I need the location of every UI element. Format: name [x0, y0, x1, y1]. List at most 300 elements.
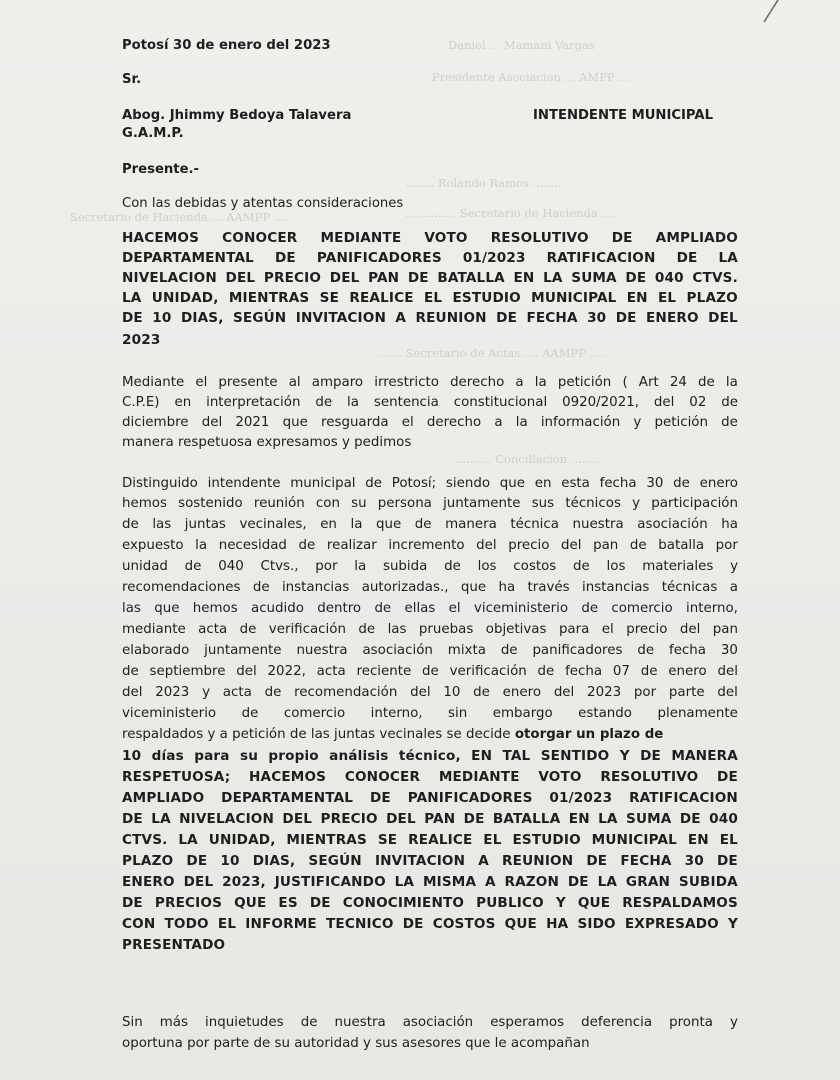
word: 10 — [152, 310, 172, 326]
word: costos — [513, 559, 557, 574]
word: AMPLIADO — [122, 790, 205, 806]
word: asociación — [402, 1015, 474, 1030]
word: fecha — [599, 476, 637, 491]
text-line — [122, 496, 738, 511]
mixed-bold: otorgar un plazo de — [514, 727, 664, 742]
word: necesidad — [218, 538, 287, 553]
word: de — [300, 1015, 318, 1030]
word: embargo — [492, 706, 553, 721]
word: subida — [382, 559, 428, 574]
word: nuestra — [296, 643, 348, 658]
word: en — [174, 395, 192, 410]
word: y — [202, 685, 211, 700]
word: JUSTIFICANDO — [274, 874, 386, 890]
word: LA — [718, 250, 738, 266]
heading-line — [122, 250, 738, 266]
word: de — [122, 664, 139, 679]
word: DIAS, — [252, 853, 296, 869]
word: 2021 — [235, 415, 270, 430]
word: instancias — [281, 580, 350, 595]
word: C.P.E) — [122, 395, 160, 410]
word: del — [122, 685, 143, 700]
word: intendente — [207, 476, 281, 491]
word: la — [354, 559, 367, 574]
word: DE — [615, 310, 637, 326]
word: Sin — [122, 1015, 143, 1030]
word: MISMA — [422, 874, 477, 890]
word: 2022, — [267, 664, 306, 679]
word: LA — [543, 270, 563, 286]
word: DE — [122, 811, 143, 827]
word: resguarda — [321, 415, 389, 430]
bold-line: PRESENTADO — [122, 937, 226, 953]
text-line — [122, 601, 738, 616]
word: batalla — [658, 538, 705, 553]
word: PRECIOS — [154, 895, 223, 911]
word: de — [184, 559, 202, 574]
justified-text — [122, 853, 738, 869]
justified-text — [122, 310, 738, 326]
word: LA — [597, 874, 618, 890]
word: BATALLA — [492, 811, 561, 827]
word: EN — [471, 748, 493, 764]
word: para — [194, 748, 230, 764]
word: DE — [586, 853, 608, 869]
word: el — [195, 375, 208, 390]
word: ESTUDIO — [512, 832, 581, 848]
word: EN — [513, 270, 535, 286]
word: AMPLIADO — [655, 230, 738, 246]
word: instancias — [581, 580, 650, 595]
word: que — [460, 580, 487, 595]
word: estando — [578, 706, 632, 721]
word: la — [534, 375, 547, 390]
word: 2023 — [155, 685, 190, 700]
word: de — [252, 580, 270, 595]
justified-text — [122, 538, 738, 553]
mixed-normal: respaldados y a petición de las juntas vecinales se decide — [122, 727, 515, 742]
word: vecinales, — [239, 517, 307, 532]
word: 30 — [720, 643, 738, 658]
word: REUNION — [415, 310, 487, 326]
word: 02 — [689, 395, 707, 410]
word: SEGÚN — [232, 310, 287, 326]
word: 01/2023 — [462, 250, 526, 266]
word: su — [239, 748, 259, 764]
word: DEL — [183, 874, 214, 890]
word: dentro — [317, 601, 362, 616]
word: FECHA — [620, 853, 672, 869]
word: mediante — [122, 622, 186, 637]
word: de — [444, 559, 461, 574]
word: ENERO — [122, 874, 175, 890]
word: SUMA — [571, 270, 617, 286]
word: DEL — [386, 811, 416, 827]
word: PUBLICO — [476, 895, 544, 911]
word: ES — [278, 895, 298, 911]
word: materiales — [642, 559, 714, 574]
word: a — [515, 375, 524, 390]
word: 10 — [220, 853, 240, 869]
word: HACEMOS — [122, 230, 200, 246]
word: QUE — [234, 895, 267, 911]
bold-line — [122, 832, 738, 848]
word: EL — [217, 916, 237, 932]
word: y — [632, 496, 641, 511]
word: asociación — [362, 643, 433, 658]
word: PRECIO — [263, 270, 322, 286]
word: EL — [658, 290, 677, 306]
justified-text — [122, 664, 738, 679]
word: 2023, — [222, 874, 266, 890]
word: para — [558, 622, 590, 637]
text-line: manera respetuosa expresamos y pedimos — [122, 435, 412, 450]
word: de — [365, 476, 382, 491]
word: y — [730, 1015, 738, 1030]
word: Y — [555, 895, 566, 911]
word: del — [717, 664, 738, 679]
justified-text — [122, 874, 738, 890]
word: objetivas — [485, 622, 547, 637]
word: Y — [727, 916, 738, 932]
word: MIENTRAS — [286, 832, 367, 848]
word: EL — [423, 290, 443, 306]
word: verificación — [268, 622, 346, 637]
text-line — [122, 395, 738, 410]
word: la — [725, 375, 738, 390]
word: 0920/2021, — [562, 395, 640, 410]
justified-text — [122, 790, 738, 806]
word: enero — [668, 664, 707, 679]
word: juntamente — [443, 496, 521, 511]
word: CONOCER — [222, 230, 298, 246]
word: constitucional — [453, 395, 548, 410]
addressee-name: Abog. Jhimmy Bedoya Talavera — [122, 108, 352, 123]
word: diciembre — [122, 415, 189, 430]
word: ha — [498, 580, 516, 595]
text-line — [122, 538, 738, 553]
text-line — [122, 580, 738, 595]
word: REALICE — [408, 832, 473, 848]
word: A — [395, 310, 407, 326]
justified-text — [122, 916, 738, 932]
word: DEL — [329, 270, 360, 286]
word: derecho — [450, 375, 505, 390]
letter-page: Daniel ... Mamani Vargas Presidente Asociacion ... AMPP ... ........ Rolando Ramos ........ .............. Secretario de Hacienda .... Secretario de Hacienda ... AAMPP .... ...... Secretario de Actas .... AAMPP .... .......... Conciliacion ........ Potosí 30 de enero del 2023 Sr. Abog. Jhimmy Bedoya Talavera INTENDENTE MUNICIPAL G.A.M.P. Presente.- Con las debidas y atentas consideraciones HACEMOS CONOCER MEDIANTE VOTO RESOLUTIVO DE AMPLIADO DEPARTAMENTAL DE PANIFICADORES 01/2023 RATIFICACION DE LA NIVELACION DEL PRECIO DEL PAN DE BATALLA EN LA SUMA DE 040 CTVS. LA UNIDAD, MIENTRAS SE REALICE EL ESTUDIO MUNICIPAL EN EL PLAZO DE 10 DIAS, SEGÚN INVITACION A REUNION DE FECHA 30 DE ENERO DEL 2023 Mediante el presente al amparo irrestricto derecho a la petición ( Art 24 de la C.P.E) en interpretación de la sentencia constitucional 0920/2021, del 02 de diciembre del 2021 que resguarda el derecho a la información y petición de manera respetuosa expresamos y pedimos Distinguido intendente municipal de Potosí; siendo que en esta fecha 30 de enero hemos sostenido reunión con su persona juntamente sus técnicos y participación de las juntas vecinales, en la que de manera técnica nuestra asociación ha expuesto la necesidad de realizar incremento del precio del pan de batalla por unidad de 040 Ctvs., por la subida de los costos de los materiales y recomendaciones de instancias autorizadas., que ha través instancias técnicas a las que hemos acudido dentro de ellas el viceministerio de comercio interno, mediante acta de verificación de las pruebas objetivas para el precio del pan elaborado juntamente nuestra asociación mixta de panificadores de fecha 30 de septiembre del 2022, acta reciente de verificación de fecha 07 de enero del del 2023 y acta de recomendación del 10 de enero del 2023 por parte del viceministerio de comercio interno, sin embargo estando plenamente respaldados y a petición de las juntas vecinales se decide otorgar un plazo de 10 días para su propio análisis técnico, EN TAL SENTIDO Y DE MANERA RESPETUOSA; HACEMOS CONOCER MEDIANTE VOTO RESOLUTIVO DE AMPLIADO DEPARTAMENTAL DE PANIFICADORES 01/2023 RATIFICACION DE LA NIVELACION DEL PRECIO DEL PAN DE BATALLA EN LA SUMA DE 040 CTVS. LA UNIDAD, MIENTRAS SE REALICE EL ESTUDIO MUNICIPAL EN EL PLAZO DE 10 DIAS, SEGÚN INVITACION A REUNION DE FECHA 30 DE ENERO DEL 2023, JUSTIFICANDO LA MISMA A RAZON DE LA GRAN SUBIDA DE PRECIOS QUE ES DE CONOCIMIENTO PUBLICO Y QUE RESPALDAMOS CON TODO EL INFORME TECNICO DE COSTOS QUE HA SIDO EXPRESADO Y PRESENTADO Sin más inquietudes de nuestra asociación esperamos deferencia pronta y oportuna por parte de su autoridad y sus asesores que le acompañan — [0, 0, 840, 1080]
word: MANERA — [671, 748, 738, 764]
word: de — [637, 643, 655, 658]
word: 10 — [443, 685, 461, 700]
word: acudido — [250, 601, 304, 616]
justified-text — [122, 290, 738, 306]
word: verificación — [449, 664, 527, 679]
justified-text — [122, 496, 738, 511]
word: que — [375, 517, 402, 532]
word: juntas — [184, 517, 226, 532]
word: de — [122, 517, 139, 532]
word: CTVS. — [122, 832, 168, 848]
text-line — [122, 664, 738, 679]
word: parte — [668, 685, 705, 700]
word: sentencia — [373, 395, 439, 410]
justified-text — [122, 622, 738, 637]
word: DE — [679, 811, 701, 827]
word: hemos — [122, 496, 167, 511]
word: RAZON — [504, 874, 560, 890]
bold-line — [122, 811, 738, 827]
addressee-org: G.A.M.P. — [122, 126, 184, 141]
word: acta — [222, 685, 252, 700]
word: ellas — [404, 601, 436, 616]
word: de — [629, 538, 647, 553]
word: los — [606, 559, 626, 574]
heading-line — [122, 270, 738, 286]
word: DE — [407, 270, 429, 286]
word: LA — [394, 874, 415, 890]
word: incremento — [388, 538, 465, 553]
heading-line — [122, 230, 738, 246]
word: DE — [640, 748, 661, 764]
word: NIVELACION — [179, 811, 275, 827]
word: su — [351, 496, 367, 511]
word: en — [320, 517, 337, 532]
word: en — [534, 476, 552, 491]
text-line — [122, 559, 738, 574]
word: derecho — [426, 415, 482, 430]
word: enero — [502, 685, 542, 700]
word: mixta — [447, 643, 486, 658]
word: DE — [567, 874, 589, 890]
word: A — [484, 874, 496, 890]
word: 040 — [709, 811, 738, 827]
word: SE — [377, 832, 398, 848]
word: por — [315, 559, 338, 574]
word: LA — [122, 290, 142, 306]
word: pan — [712, 622, 738, 637]
word: autorizadas., — [361, 580, 449, 595]
text-line — [122, 1015, 738, 1030]
text-line — [122, 706, 738, 721]
word: juntamente — [204, 643, 282, 658]
word: QUE — [577, 895, 611, 911]
justified-text — [122, 415, 738, 430]
justified-text — [122, 559, 738, 574]
word: reciente — [356, 664, 412, 679]
word: 24 — [669, 375, 687, 390]
word: de — [698, 375, 715, 390]
word: esperamos — [490, 1015, 565, 1030]
word: presente — [218, 375, 278, 390]
word: las — [152, 517, 172, 532]
heading-line: 2023 — [122, 332, 161, 348]
word: petición — [557, 375, 612, 390]
word: RATIFICACION — [629, 790, 738, 806]
word: de — [315, 395, 333, 410]
word: HA — [546, 916, 569, 932]
word: NIVELACION — [122, 270, 217, 286]
word: recomendación — [294, 685, 398, 700]
word: análisis — [329, 748, 389, 764]
word: CON — [122, 916, 156, 932]
word: 2023 — [587, 685, 622, 700]
word: de — [721, 395, 738, 410]
word: reunión — [253, 496, 305, 511]
word: DE — [625, 270, 647, 286]
word: TECNICO — [326, 916, 394, 932]
word: del — [476, 538, 497, 553]
word: plenamente — [657, 706, 738, 721]
word: 040 — [218, 559, 244, 574]
text-line: oportuna por parte de su autoridad y sus asesores que le acompañan — [122, 1036, 590, 1051]
word: persona — [377, 496, 432, 511]
word: MEDIANTE — [438, 769, 520, 785]
word: viceministerio — [122, 706, 217, 721]
word: DE — [611, 230, 633, 246]
word: EL — [719, 832, 738, 848]
word: 07 — [612, 664, 630, 679]
word: del — [236, 664, 257, 679]
word: FECHA — [526, 310, 578, 326]
word: A — [478, 853, 489, 869]
justified-text — [122, 395, 738, 410]
word: irrestricto — [374, 375, 439, 390]
word: EN — [568, 811, 590, 827]
word: SIDO — [577, 916, 616, 932]
word: de — [721, 415, 738, 430]
word: SE — [319, 290, 340, 306]
word: esta — [561, 476, 590, 491]
word: fecha — [565, 664, 603, 679]
word: PANIFICADORES — [316, 250, 442, 266]
word: pruebas — [418, 622, 474, 637]
word: BATALLA — [437, 270, 505, 286]
word: COSTOS — [432, 916, 496, 932]
word: asociación — [637, 517, 708, 532]
bold-line — [122, 895, 738, 911]
word: por — [715, 538, 738, 553]
word: interno, — [370, 706, 423, 721]
word: del — [201, 415, 223, 430]
word: con — [315, 496, 340, 511]
word: de — [239, 622, 257, 637]
text-line — [122, 375, 738, 390]
word: EXPRESADO — [624, 916, 719, 932]
word: el — [601, 622, 614, 637]
word: sus — [531, 496, 555, 511]
justified-text — [122, 706, 738, 721]
justified-text — [122, 643, 738, 658]
word: de — [374, 601, 392, 616]
word: DE — [369, 790, 391, 806]
word: PLAZO — [686, 290, 738, 306]
text-line — [122, 643, 738, 658]
word: DE — [717, 769, 738, 785]
justified-text — [122, 230, 738, 246]
heading-line — [122, 310, 738, 326]
presente-line: Presente.- — [122, 162, 200, 177]
word: DEPARTAMENTAL — [122, 250, 254, 266]
word: INVITACION — [295, 310, 386, 326]
word: elaborado — [122, 643, 190, 658]
word: acta — [198, 622, 228, 637]
word: MUNICIPAL — [531, 290, 617, 306]
text-line-mixed — [122, 727, 738, 742]
word: Art — [638, 375, 659, 390]
word: SENTIDO — [540, 748, 610, 764]
justified-text — [122, 811, 738, 827]
word: DE — [676, 250, 698, 266]
word: de — [500, 643, 518, 658]
justified-text — [122, 476, 738, 491]
word: información — [540, 415, 621, 430]
word: la — [515, 415, 528, 430]
word: DEL — [225, 270, 256, 286]
word: ( — [622, 375, 628, 390]
word: RATIFICACION — [546, 250, 656, 266]
word: de — [298, 538, 316, 553]
word: panificadores — [532, 643, 623, 658]
text-line — [122, 685, 738, 700]
word: viceministerio — [473, 601, 569, 616]
word: comercio — [283, 706, 346, 721]
word: MEDIANTE — [320, 230, 402, 246]
word: expuesto — [122, 538, 184, 553]
justified-text — [122, 685, 738, 700]
word: participación — [651, 496, 738, 511]
word: las — [122, 601, 141, 616]
word: RESPALDAMOS — [622, 895, 738, 911]
word: ha — [721, 517, 738, 532]
word: DE — [122, 310, 143, 326]
bold-line — [122, 748, 738, 764]
word: la — [347, 395, 359, 410]
word: por — [633, 685, 657, 700]
word: CONOCER — [344, 769, 421, 785]
word: a — [494, 415, 503, 430]
justified-text — [122, 580, 738, 595]
word: más — [159, 1015, 188, 1030]
word: Ctvs., — [260, 559, 299, 574]
word: REALICE — [349, 290, 414, 306]
word: través — [527, 580, 570, 595]
word: DE — [309, 895, 331, 911]
word: hemos — [192, 601, 238, 616]
word: pan — [593, 538, 619, 553]
bold-line — [122, 874, 738, 890]
word: los — [477, 559, 497, 574]
word: INVITACION — [374, 853, 466, 869]
word: DE — [122, 895, 143, 911]
word: Mediante — [122, 375, 185, 390]
word: Distinguido — [122, 476, 198, 491]
word: técnica — [510, 517, 559, 532]
word: LA — [178, 832, 198, 848]
word: unidad — [122, 559, 168, 574]
word: inquietudes — [205, 1015, 284, 1030]
word: Potosí; — [391, 476, 437, 491]
word: de — [358, 622, 376, 637]
word: nuestra — [572, 517, 624, 532]
word: SUBIDA — [678, 874, 738, 890]
word: de — [640, 664, 658, 679]
word: nuestra — [334, 1015, 386, 1030]
word: realizar — [326, 538, 377, 553]
justified-text — [122, 375, 738, 390]
word: ENERO — [646, 310, 699, 326]
word: 10 — [122, 748, 142, 764]
word: ESTUDIO — [452, 290, 521, 306]
word: técnico, — [398, 748, 461, 764]
